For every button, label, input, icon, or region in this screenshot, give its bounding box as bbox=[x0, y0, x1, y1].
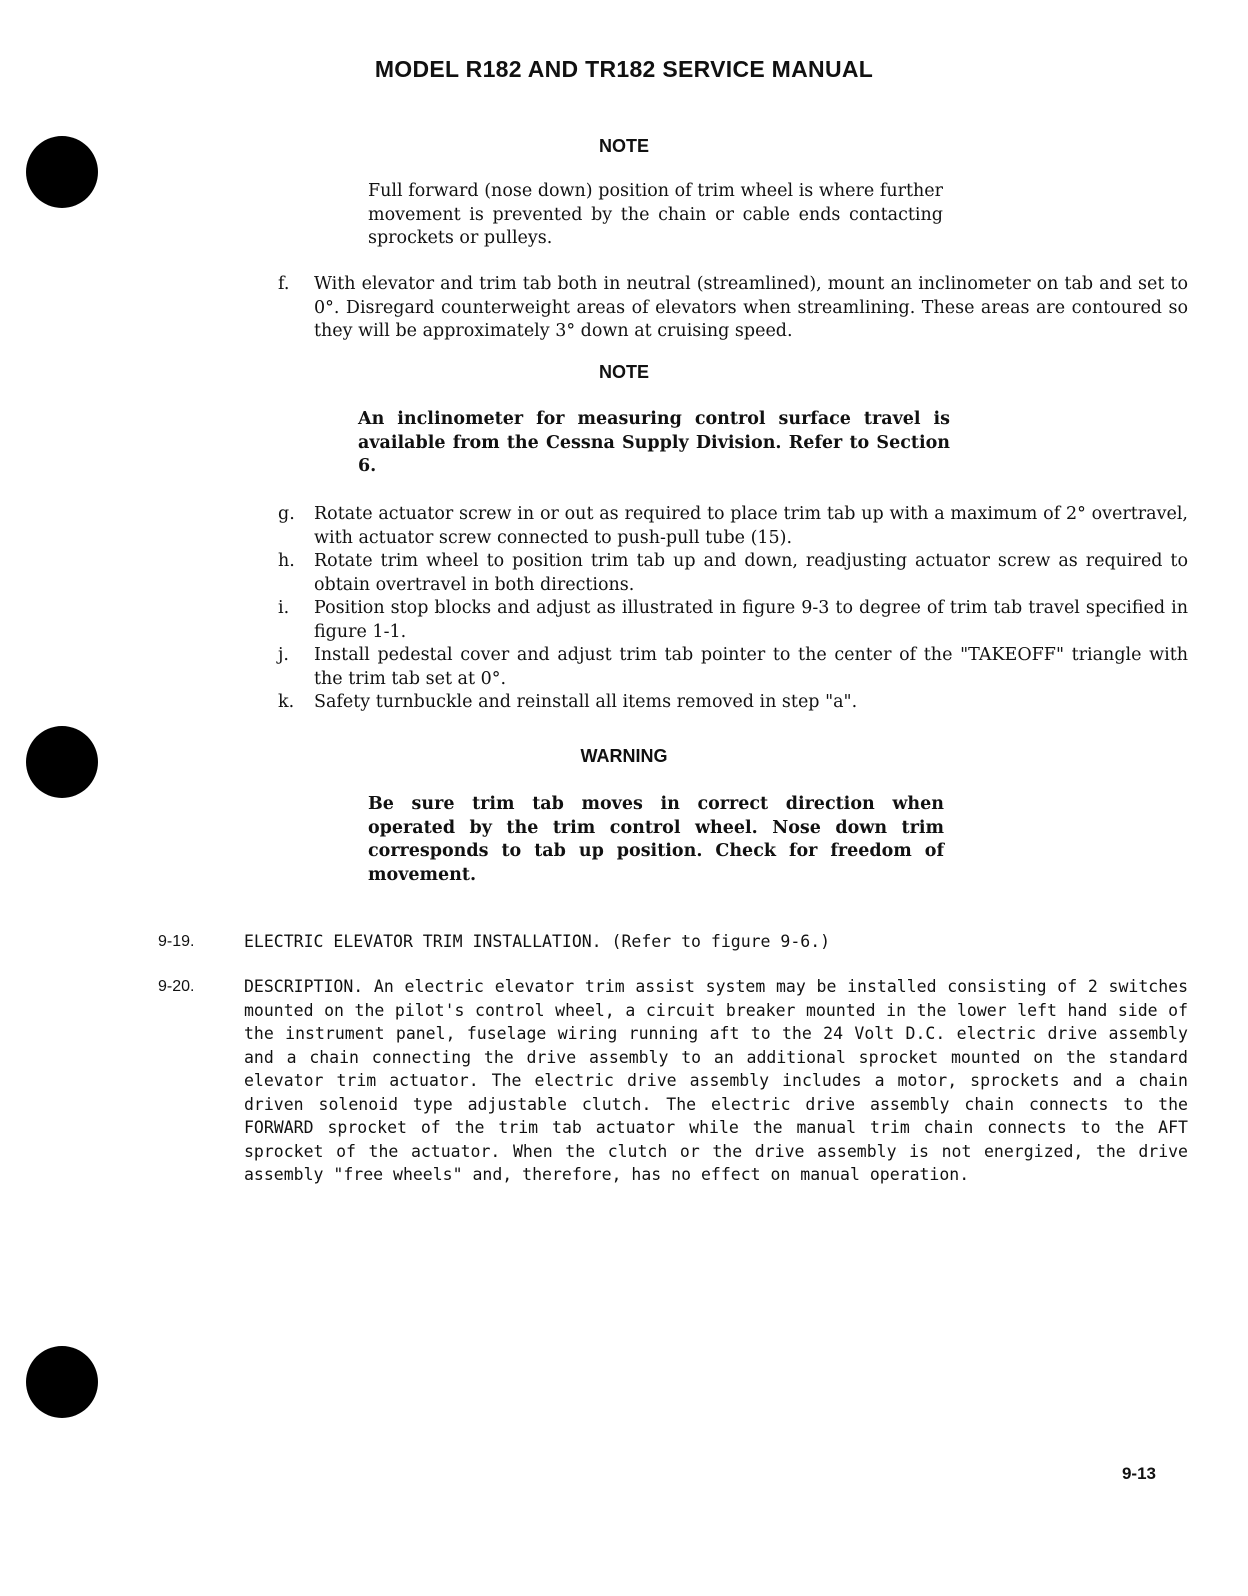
step-f-text: With elevator and trim tab both in neutral (streamlined), mount an inclinometer on tab and set to 0°. Disregard counterweight areas of elevators when streamlining. These areas are contoured so they will be approximately 3° down at cruising speed. bbox=[314, 274, 1188, 341]
step-i bbox=[278, 597, 1188, 644]
step-g-text: Rotate actuator screw in or out as required to place trim tab up with a maximum of 2° overtravel, with actuator screw connected to push-pull tube (15). bbox=[314, 504, 1188, 548]
step-g-label: g. bbox=[278, 504, 295, 524]
step-j-text: Install pedestal cover and adjust trim tab pointer to the center of the "TAKEOFF" triangle with the trim tab set at 0°. bbox=[314, 645, 1188, 689]
section-9-19 bbox=[158, 930, 1188, 954]
section-9-19-number: 9-19. bbox=[158, 933, 195, 950]
section-9-20-text: DESCRIPTION. An electric elevator trim assist system may be installed consisting of 2 switches mounted on the pilot's control wheel, a circuit breaker mounted in the lower left hand side of the instrument panel, fuselage wiring running aft to the 24 Volt D.C. electric drive assembly and a chain connecting the drive assembly to an additional sprocket mounted on the standard elevator trim actuator. The electric drive assembly includes a motor, sprockets and a chain driven solenoid type adjustable clutch. The electric drive assembly chain connects to the FORWARD sprocket of the trim tab actuator while the manual trim chain connects to the AFT sprocket of the actuator. When the clutch or the drive assembly is not energized, the drive assembly "free wheels" and, therefore, has no effect on manual operation. bbox=[244, 977, 1188, 1184]
step-k-label: k. bbox=[278, 692, 295, 712]
step-f-label: f. bbox=[278, 274, 290, 294]
section-9-20 bbox=[158, 975, 1188, 1187]
section-9-20-number: 9-20. bbox=[158, 978, 195, 995]
note-1-heading: NOTE bbox=[598, 136, 649, 156]
note-2-heading: NOTE bbox=[598, 362, 649, 382]
step-i-label: i. bbox=[278, 598, 290, 618]
step-g bbox=[278, 503, 1188, 550]
step-j-label: j. bbox=[278, 645, 289, 665]
page-title: MODEL R182 AND TR182 SERVICE MANUAL bbox=[374, 56, 874, 82]
binder-hole-bottom bbox=[26, 1346, 98, 1418]
note-1-text: Full forward (nose down) position of trim wheel is where further movement is prevented by the chain or cable ends contacting sprockets or pulleys. bbox=[368, 181, 943, 248]
step-h bbox=[278, 550, 1188, 597]
page-number: 9-13 bbox=[1121, 1464, 1156, 1483]
step-h-label: h. bbox=[278, 551, 295, 571]
step-i-text: Position stop blocks and adjust as illustrated in figure 9-3 to degree of trim tab travel specified in figure 1-1. bbox=[314, 598, 1188, 642]
warning-text: Be sure trim tab moves in correct direction when operated by the trim control wheel. Nose down trim corresponds to tab up position. Check for freedom of movement. bbox=[368, 794, 944, 885]
warning-heading: WARNING bbox=[580, 746, 668, 766]
step-h-text: Rotate trim wheel to position trim tab up and down, readjusting actuator screw as required to obtain overtravel in both directions. bbox=[314, 551, 1188, 595]
step-j bbox=[278, 644, 1188, 691]
section-9-19-text: ELECTRIC ELEVATOR TRIM INSTALLATION. (Refer to figure 9-6.) bbox=[244, 932, 831, 951]
step-k-text: Safety turnbuckle and reinstall all items removed in step "a". bbox=[314, 692, 858, 712]
step-k bbox=[278, 691, 1188, 715]
step-f bbox=[278, 273, 1188, 344]
note-2-text: An inclinometer for measuring control surface travel is available from the Cessna Supply Division. Refer to Section 6. bbox=[358, 409, 950, 476]
